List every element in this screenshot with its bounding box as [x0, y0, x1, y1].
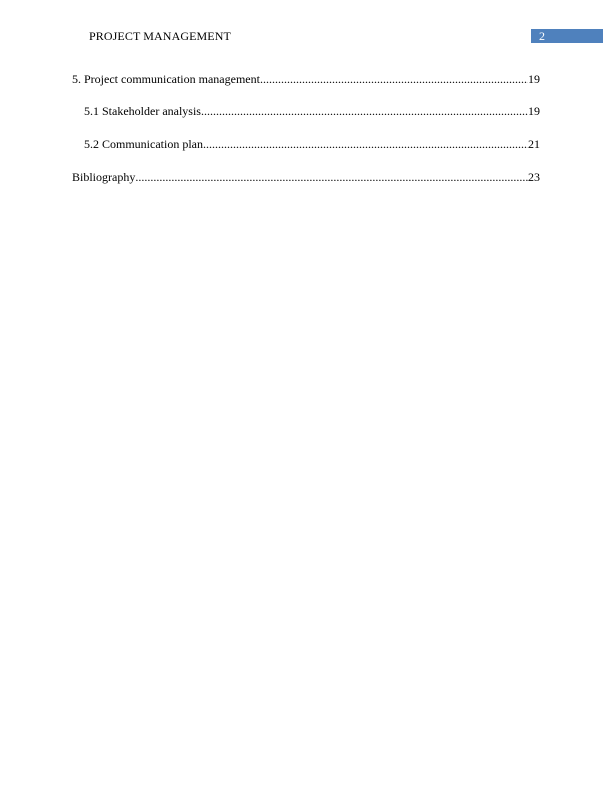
toc-entry-text: 5. Project communication management	[72, 72, 260, 86]
toc-entry-page: 19	[528, 72, 540, 86]
page-number-badge	[531, 29, 603, 43]
toc-entry-stakeholder-analysis[interactable]	[84, 104, 540, 118]
toc-entry-communication-plan[interactable]	[84, 137, 540, 151]
running-header-title: PROJECT MANAGEMENT	[89, 29, 231, 43]
toc-entry-text: 5.1 Stakeholder analysis	[84, 104, 201, 118]
toc-entry-page: 21	[528, 137, 540, 151]
page-number: 2	[539, 29, 545, 43]
toc-entry-communication-management[interactable]	[72, 72, 540, 86]
toc-dot-leader	[201, 104, 528, 118]
toc-dot-leader	[260, 72, 528, 86]
toc-entry-page: 23	[528, 170, 540, 184]
toc-entry-text: Bibliography	[72, 170, 136, 184]
toc-entry-page: 19	[528, 104, 540, 118]
toc-entry-bibliography[interactable]	[72, 170, 540, 184]
toc-entry-text: 5.2 Communication plan	[84, 137, 203, 151]
toc-dot-leader	[135, 170, 528, 184]
toc-dot-leader	[203, 137, 528, 151]
